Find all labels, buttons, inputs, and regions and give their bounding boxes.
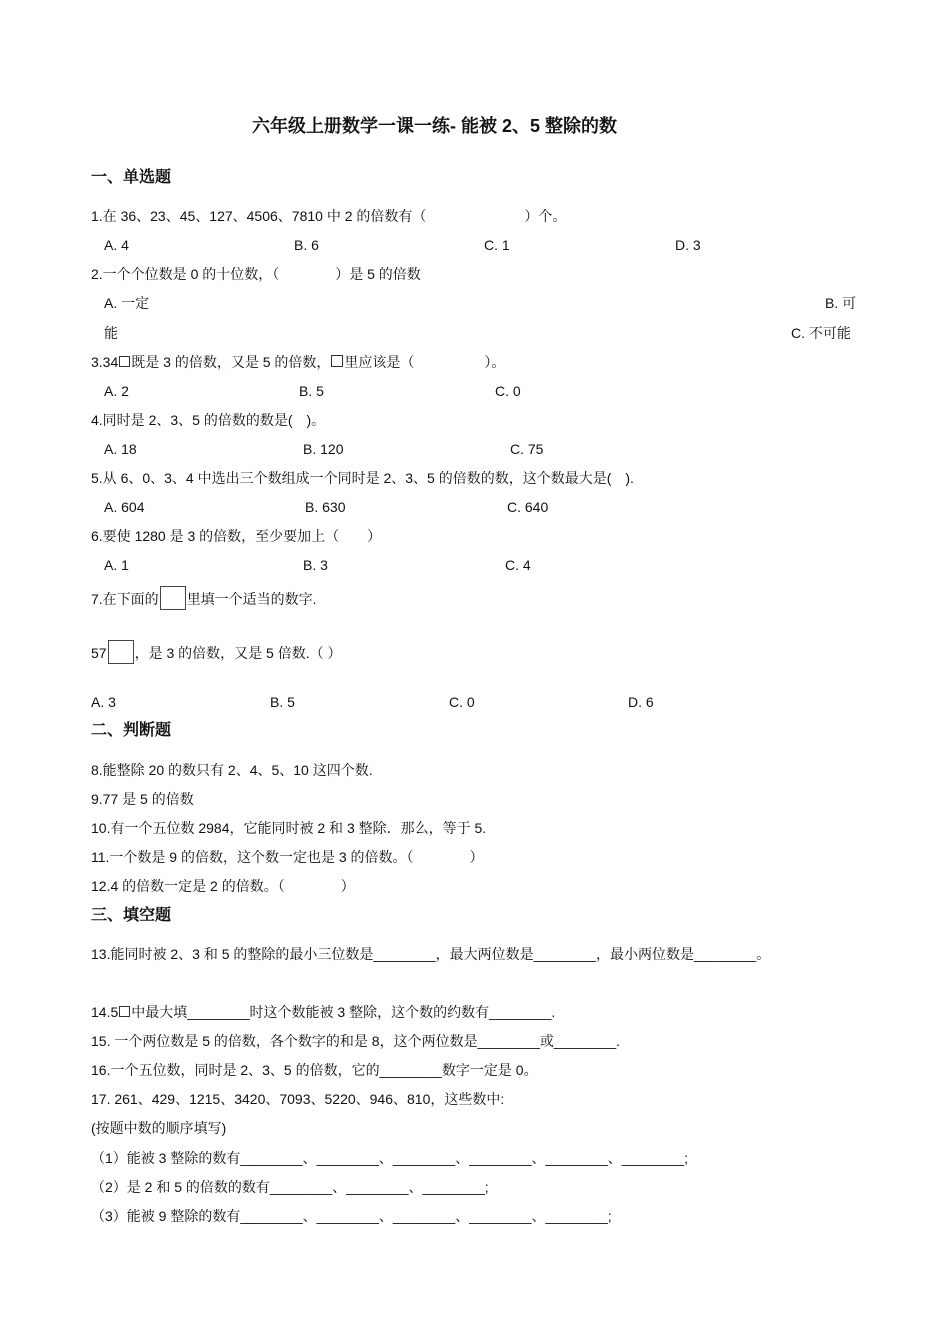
question-1-option-d[interactable]: D. 3	[675, 237, 701, 253]
question-17-part-1: （1）能被 3 整除的数有________、________、________、________、________、________;	[91, 1150, 688, 1166]
question-17-note: (按题中数的顺序填写)	[91, 1120, 227, 1136]
page-title: 六年级上册数学一课一练- 能被 2、5 整除的数	[252, 116, 618, 136]
question-16: 16.一个五位数，同时是 2、3、5 的倍数，它的________数字一定是 0。	[91, 1062, 538, 1078]
question-3-stem-prefix: 3.34	[91, 354, 119, 370]
blank-box-icon	[108, 640, 134, 664]
question-17-part-3: （3）能被 9 整除的数有________、________、________、________、________;	[91, 1208, 612, 1224]
question-9: 9.77 是 5 的倍数	[91, 791, 194, 807]
question-5-option-a[interactable]: A. 604	[104, 499, 145, 515]
question-11: 11.一个数是 9 的倍数，这个数一定也是 3 的倍数。（ ）	[91, 849, 484, 865]
question-7-option-c[interactable]: C. 0	[449, 694, 475, 710]
question-7-number-prefix: 57	[91, 645, 107, 661]
question-1-option-b[interactable]: B. 6	[294, 237, 319, 253]
section-heading-true-false: 二、判断题	[91, 722, 172, 739]
question-7-line2	[91, 638, 342, 668]
question-6-option-b[interactable]: B. 3	[303, 557, 328, 573]
question-6-option-a[interactable]: A. 1	[104, 557, 129, 573]
blank-square-icon	[331, 355, 343, 367]
question-4-stem: 4.同时是 2、3、5 的倍数的数是( )。	[91, 412, 326, 428]
question-12: 12.4 的倍数一定是 2 的倍数。（ ）	[91, 878, 355, 894]
question-5-stem: 5.从 6、0、3、4 中选出三个数组成一个同时是 2、3、5 的倍数的数，这个数最大是( ).	[91, 470, 634, 486]
question-7-option-d[interactable]: D. 6	[628, 694, 654, 710]
question-1-stem: 1.在 36、23、45、127、4506、7810 中 2 的倍数有（ ）个。	[91, 208, 567, 224]
question-3-option-b[interactable]: B. 5	[299, 383, 324, 399]
question-2-option-c[interactable]: C. 不可能	[791, 325, 851, 341]
question-8: 8.能整除 20 的数只有 2、4、5、10 这四个数.	[91, 762, 373, 778]
question-13: 13.能同时被 2、3 和 5 的整除的最小三位数是________，最大两位数是________，最小两位数是________。	[91, 946, 771, 962]
question-4-option-a[interactable]: A. 18	[104, 441, 137, 457]
question-14	[91, 1002, 555, 1022]
question-2-option-a[interactable]: A. 一定	[104, 295, 150, 311]
question-3-stem-middle: 既是 3 的倍数，又是 5 的倍数，	[131, 354, 331, 370]
question-7-stem-suffix: 里填一个适当的数字.	[186, 591, 317, 607]
question-6-option-c[interactable]: C. 4	[505, 557, 531, 573]
question-7-line2-suffix: ，是 3 的倍数，又是 5 倍数.（ ）	[134, 645, 342, 661]
section-heading-fill-blank: 三、填空题	[91, 907, 172, 924]
question-14-suffix: 中最大填________时这个数能被 3 整除，这个数的约数有________.	[131, 1004, 556, 1020]
blank-box-icon	[160, 586, 186, 610]
question-17-part-2: （2）是 2 和 5 的倍数的数有________、________、________;	[91, 1179, 489, 1195]
question-3-option-c[interactable]: C. 0	[495, 383, 521, 399]
question-3-stem-end: 里应该是（ ）。	[344, 354, 506, 370]
question-3-option-a[interactable]: A. 2	[104, 383, 129, 399]
blank-square-icon	[119, 1006, 130, 1017]
section-heading-single-choice: 一、单选题	[91, 169, 172, 186]
question-3-stem	[91, 352, 505, 372]
question-6-stem: 6.要使 1280 是 3 的倍数，至少要加上（ ）	[91, 528, 382, 544]
question-4-option-b[interactable]: B. 120	[303, 441, 344, 457]
question-2-stem: 2.一个个位数是 0 的十位数，（ ）是 5 的倍数	[91, 266, 421, 282]
question-7-stem-prefix: 7.在下面的	[91, 591, 159, 607]
question-2-option-b-continued: 能	[104, 325, 118, 341]
question-7-stem	[91, 584, 317, 614]
question-1-option-c[interactable]: C. 1	[484, 237, 510, 253]
question-7-option-b[interactable]: B. 5	[270, 694, 295, 710]
blank-square-icon	[119, 356, 130, 367]
question-4-option-c[interactable]: C. 75	[510, 441, 544, 457]
question-14-prefix: 14.5	[91, 1004, 119, 1020]
question-5-option-c[interactable]: C. 640	[507, 499, 549, 515]
question-2-option-b[interactable]: B. 可	[825, 295, 857, 311]
question-17: 17. 261、429、1215、3420、7093、5220、946、810，这些数中:	[91, 1091, 505, 1107]
question-1-option-a[interactable]: A. 4	[104, 237, 129, 253]
question-10: 10.有一个五位数 2984，它能同时被 2 和 3 整除．那么，等于 5.	[91, 820, 487, 836]
question-15: 15. 一个两位数是 5 的倍数，各个数字的和是 8，这个两位数是________或________.	[91, 1033, 621, 1049]
question-7-option-a[interactable]: A. 3	[91, 694, 116, 710]
question-5-option-b[interactable]: B. 630	[305, 499, 346, 515]
